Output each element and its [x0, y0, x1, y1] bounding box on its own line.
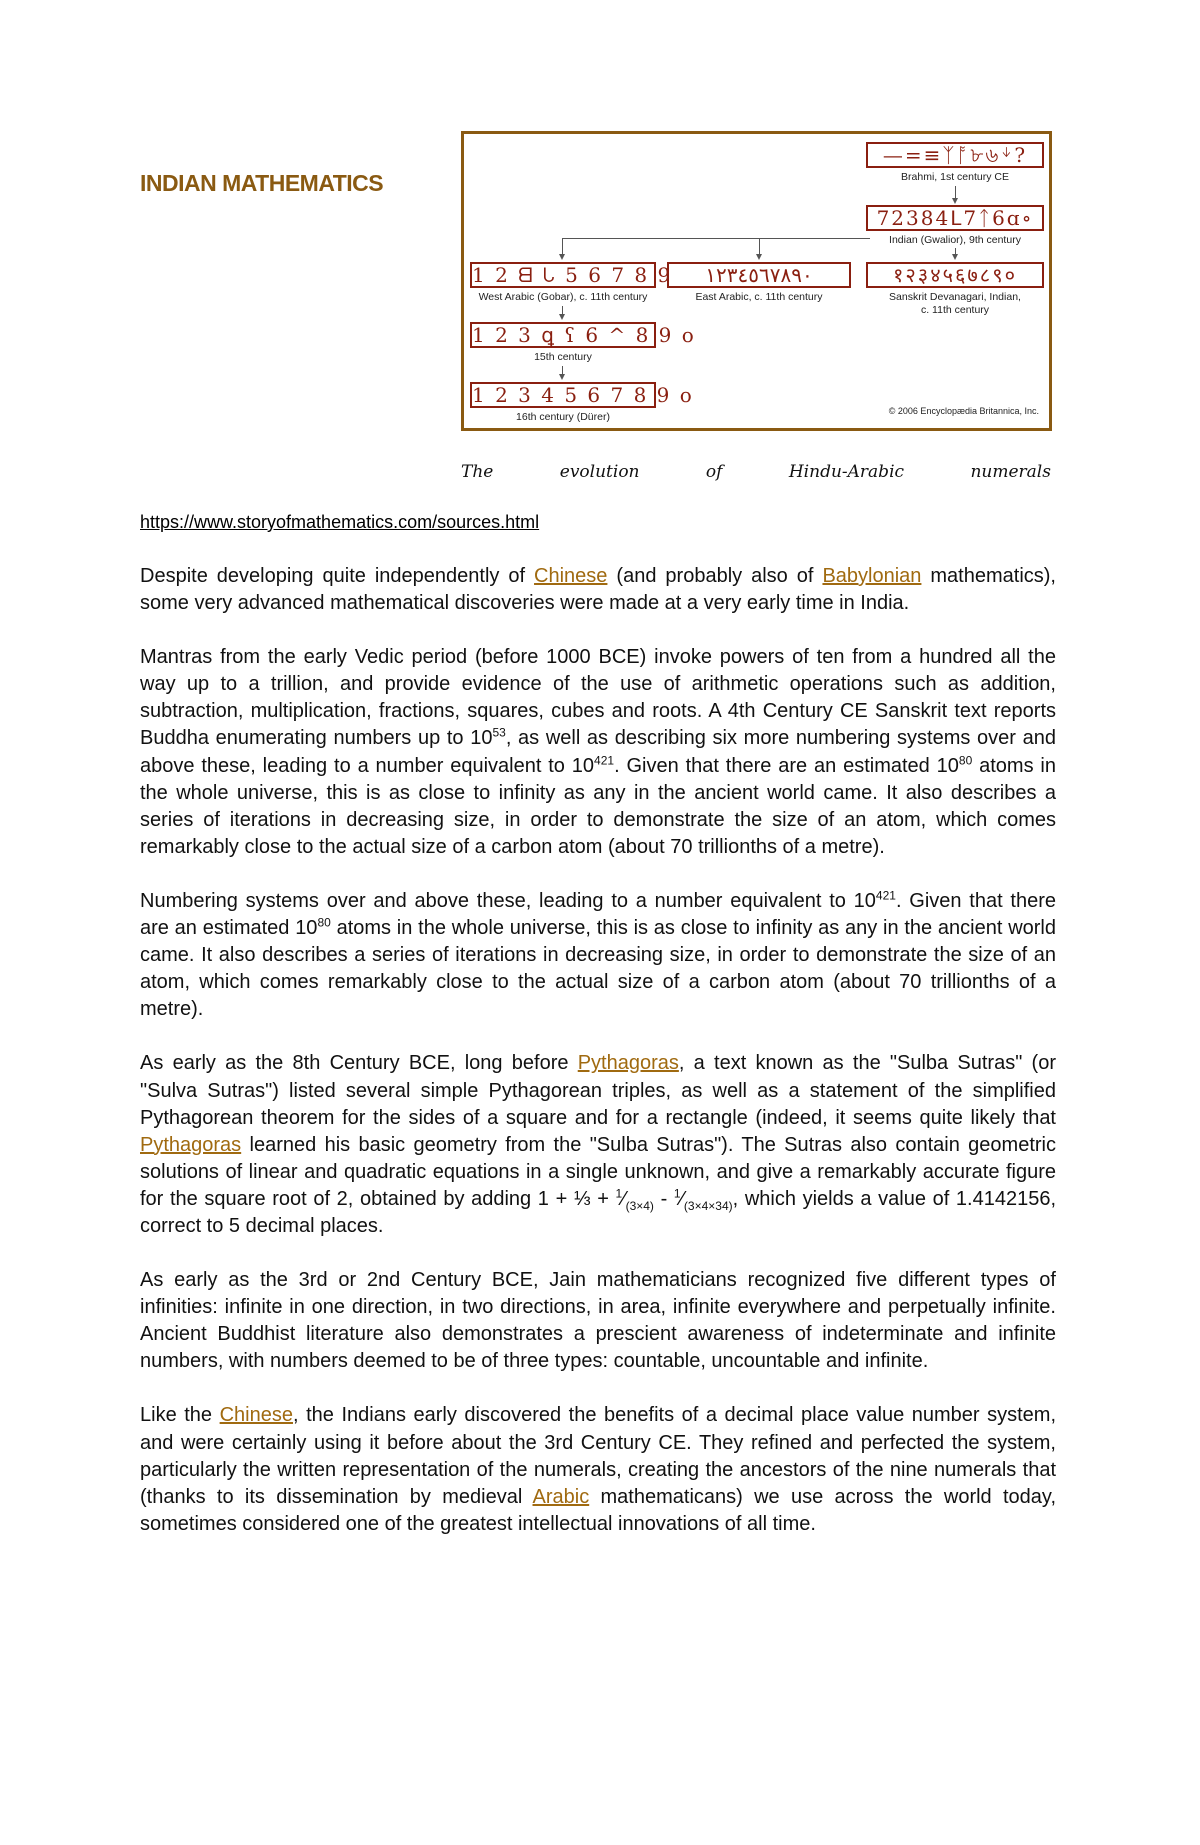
- east-arabic-caption: East Arabic, c. 11th century: [695, 291, 823, 303]
- arrow-down-icon: [559, 314, 565, 320]
- link-chinese-2[interactable]: Chinese: [219, 1404, 293, 1427]
- arrow-down-icon: [952, 254, 958, 260]
- brahmi-numerals: —=≡ᛉᚩ৮৬ᛎ?: [866, 142, 1044, 168]
- c16-caption: 16th century (Dürer): [516, 411, 610, 423]
- link-babylonian[interactable]: Babylonian: [822, 565, 922, 587]
- brahmi-caption: Brahmi, 1st century CE: [901, 171, 1009, 183]
- arrow-down-icon: [559, 374, 565, 380]
- c16-numerals: 1 2 3 4 5 6 7 8 9 o: [472, 383, 694, 407]
- figure-caption-word: Hindu-Arabic: [788, 462, 905, 482]
- east-arabic-numerals: ١٢٣٤٥٦٧٨٩٠: [667, 262, 851, 288]
- gwalior-numerals: 72384ᒪ7ᛏ6ɑ∘: [866, 205, 1044, 231]
- figure-caption-word: of: [705, 462, 723, 482]
- c15-numerals: 1 2 3 ꝗ ʕ 6 ^ 8 9 o: [472, 323, 696, 347]
- page-title: INDIAN MATHEMATICS: [140, 170, 384, 196]
- copyright-notice: © 2006 Encyclopædia Britannica, Inc.: [888, 406, 1039, 416]
- paragraph-5: As early as the 3rd or 2nd Century BCE, Jain mathematicians recognized five different types of infinities: infinite in one direction, in two directions, in area, infinite everywhere and perpetually infinite. Ancient Buddhist literature also demonstrates a prescient awareness of indeterminate and infinite numbers, with numbers deemed to be of three types: countable, uncountable and infinite.: [140, 1269, 1056, 1373]
- west-arabic-numerals: 1 2 ᗺ ᘂ 5 6 7 8 9: [472, 263, 673, 287]
- west-arabic-caption: West Arabic (Gobar), c. 11th century: [478, 291, 648, 303]
- paragraph-6: Like the Chinese, the Indians early discovered the benefits of a decimal place value number system, and were certainly using it before about the 3rd Century CE. They refined and perfected the system, particularly the written representation of the numerals, creating the ancestors of the nine numerals that (thanks to its dissemination by medieval Arabic mathematicans) we use across the world today, sometimes considered one of the greatest intellectual innovations of all time.: [140, 1404, 1057, 1535]
- figure-caption: [461, 462, 1051, 482]
- numerals-figure: [461, 131, 1052, 431]
- article-body: [140, 563, 1056, 1565]
- link-chinese[interactable]: Chinese: [534, 565, 608, 587]
- devanagari-caption: Sanskrit Devanagari, Indian,: [889, 291, 1021, 303]
- figure-caption-word: evolution: [559, 462, 640, 482]
- figure-caption-word: numerals: [970, 462, 1051, 482]
- paragraph-3: Numbering systems over and above these, leading to a number equivalent to $10^{421}$. Given that there are an estimated $10^{80}$ atoms in the whole universe, this is as close to infinity as any in the ancient world came. It also describes a series of iterations in decreasing size, in order to demonstrate the size of an atom, which comes remarkably close to the actual size of a carbon atom (about 70 trillionths of a metre).: [140, 888, 1056, 1021]
- figure-caption-word: The: [461, 462, 494, 482]
- devanagari-numerals: १२३४५६७८९०: [866, 262, 1044, 288]
- c15-caption: 15th century: [534, 351, 592, 363]
- arrow-down-icon: [559, 254, 565, 260]
- link-arabic[interactable]: Arabic: [532, 1485, 590, 1508]
- paragraph-4: As early as the 8th Century BCE, long before Pythagoras, a text known as the "Sulba Sutras" (or "Sulva Sutras") listed several simple Pythagorean triples, as well as a statement of the simplified Pythagorean theorem for the sides of a square and for a rectangle (indeed, it seems quite likely that Pythagoras learned his basic geometry from the "Sulba Sutras"). The Sutras also contain geometric solutions of linear and quadratic equations in a single unknown, and give a remarkably accurate figure for the square root of 2, obtained by adding 1 + ⅓ + $^1⁄_{(3\times 4)}$ - $^1⁄_{(3\times 4\times 34)}$, which yields a value of 1.4142156, correct to 5 decimal places.: [140, 1052, 1057, 1237]
- arrow-down-icon: [952, 198, 958, 204]
- source-link[interactable]: https://www.storyofmathematics.com/sources.html: [140, 512, 540, 532]
- link-pythagoras[interactable]: Pythagoras: [577, 1052, 679, 1075]
- arrow-down-icon: [756, 254, 762, 260]
- paragraph-1: Despite developing quite independently of Chinese (and probably also of Babylonian mathematics), some very advanced mathematical discoveries were made at a very early time in India.: [140, 565, 1056, 615]
- link-pythagoras-2[interactable]: Pythagoras: [140, 1133, 242, 1156]
- paragraph-2: Mantras from the early Vedic period (before 1000 BCE) invoke powers of ten from a hundred all the way up to a trillion, and provide evidence of the use of arithmetic operations such as addition, subtraction, multiplication, fractions, squares, cubes and roots. A 4th Century CE Sanskrit text reports Buddha enumerating numbers up to $10^{53}$, as well as describing six more numbering systems over and above these, leading to a number equivalent to $10^{421}$. Given that there are an estimated $10^{80}$ atoms in the whole universe, this is as close to infinity as any in the ancient world came. It also describes a series of iterations in decreasing size, in order to demonstrate the size of an atom, which comes remarkably close to the actual size of a carbon atom (about 70 trillionths of a metre).: [140, 646, 1056, 858]
- gwalior-caption: Indian (Gwalior), 9th century: [889, 234, 1021, 246]
- connector-line: [562, 238, 870, 239]
- devanagari-caption-2: c. 11th century: [920, 304, 990, 316]
